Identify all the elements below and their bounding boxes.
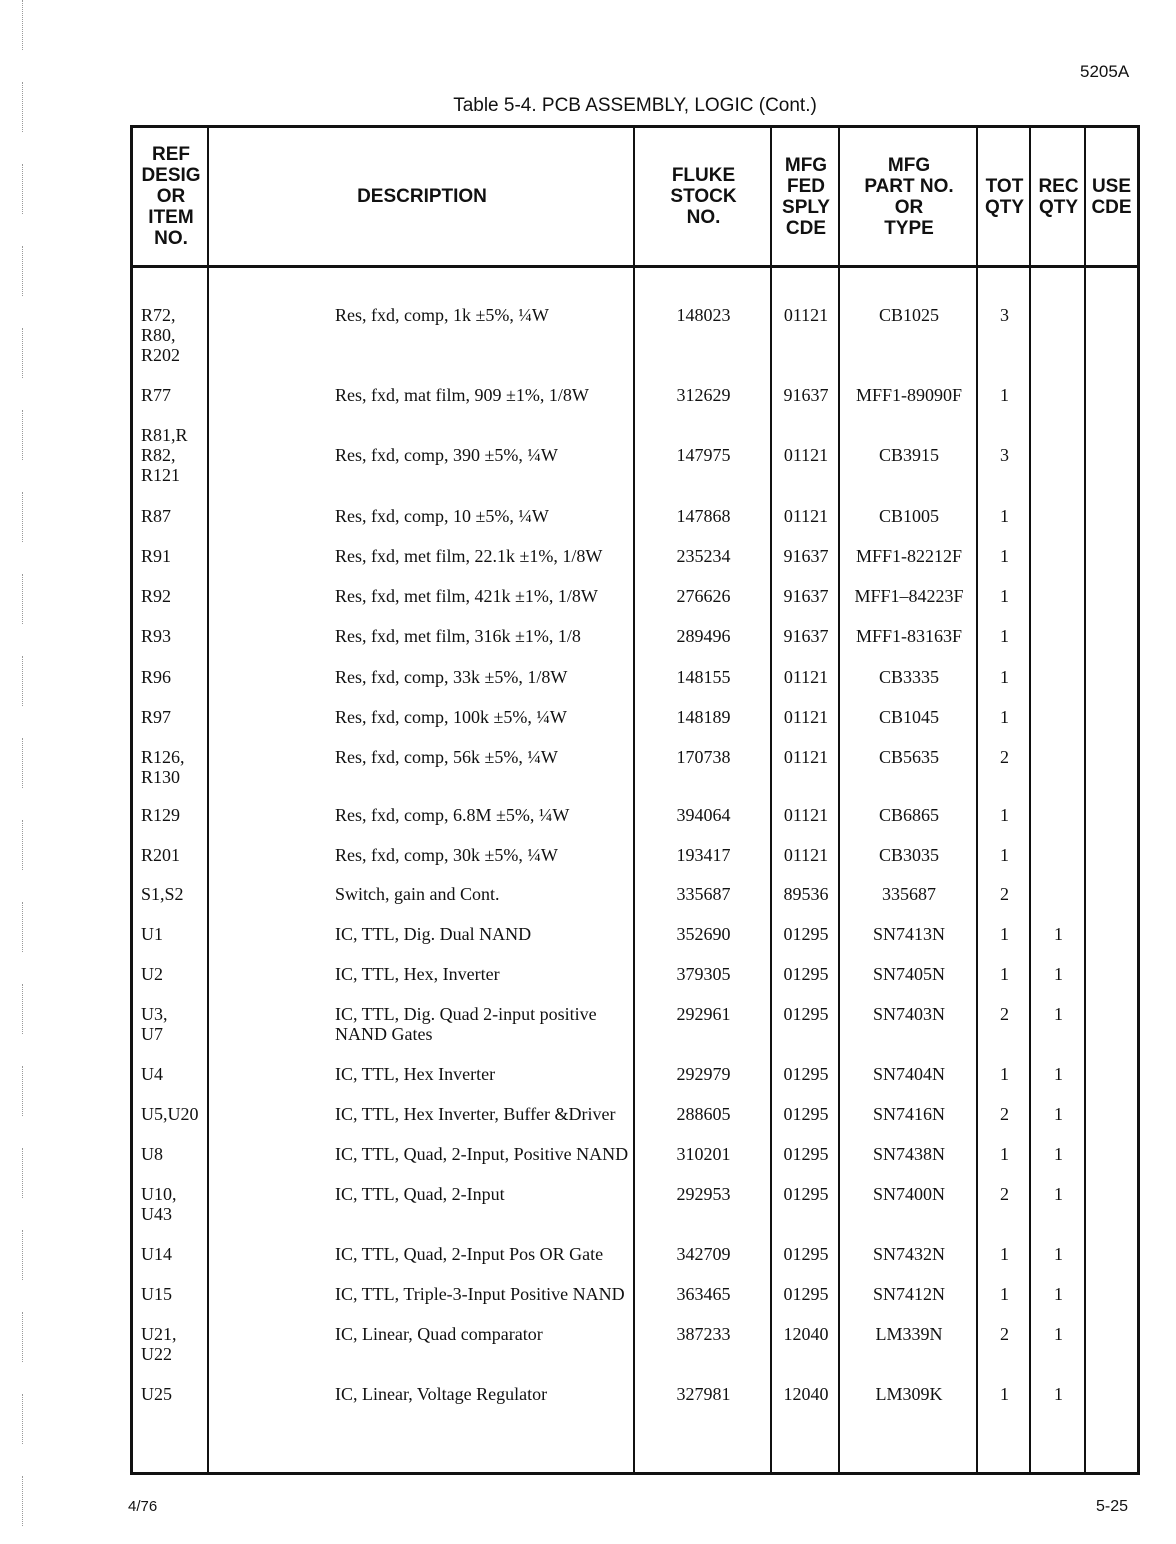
cell-part: 335687 xyxy=(882,884,936,904)
cell-ref: R93 xyxy=(141,626,172,646)
cell-ref: R91 xyxy=(141,546,172,566)
cell-ref: R201 xyxy=(141,845,181,865)
cell-stock: 312629 xyxy=(676,385,731,405)
cell-part: CB6865 xyxy=(878,805,939,825)
cell-fed: 12040 xyxy=(783,1384,829,1404)
column-header: USE CDE xyxy=(1091,175,1132,218)
cell-desc: Res, fxd, comp, 56k ±5%, ¼W xyxy=(335,747,558,767)
cell-stock: 352690 xyxy=(676,924,731,944)
cell-stock: 387233 xyxy=(676,1324,731,1344)
cell-part: SN7404N xyxy=(872,1064,945,1084)
cell-ref: U10, U43 xyxy=(141,1184,177,1224)
cell-stock: 363465 xyxy=(676,1284,731,1304)
cell-fed: 91637 xyxy=(783,626,829,646)
cell-ref: R87 xyxy=(141,506,172,526)
cell-rec: 1 xyxy=(1054,924,1063,944)
cell-ref: U8 xyxy=(141,1144,163,1164)
binder-mark xyxy=(0,246,23,296)
cell-desc: Res, fxd, met film, 421k ±1%, 1/8W xyxy=(335,586,598,606)
cell-ref: R126, R130 xyxy=(141,747,185,787)
binder-mark xyxy=(0,574,23,624)
column-header: MFG PART NO. OR TYPE xyxy=(864,154,954,239)
cell-fed: 01295 xyxy=(783,924,829,944)
cell-stock: 394064 xyxy=(676,805,731,825)
cell-fed: 12040 xyxy=(783,1324,829,1344)
cell-desc: Res, fxd, met film, 22.1k ±1%, 1/8W xyxy=(335,546,603,566)
cell-part: CB1005 xyxy=(878,506,939,526)
cell-desc: IC, TTL, Hex, Inverter xyxy=(335,964,500,984)
cell-tot: 1 xyxy=(1000,1064,1009,1084)
cell-part: LM339N xyxy=(875,1324,943,1344)
cell-desc: IC, TTL, Hex Inverter, Buffer &Driver xyxy=(335,1104,616,1124)
cell-stock: 148023 xyxy=(676,305,731,325)
cell-tot: 1 xyxy=(1000,1244,1009,1264)
cell-fed: 91637 xyxy=(783,546,829,566)
cell-tot: 3 xyxy=(1000,305,1009,325)
cell-ref: R96 xyxy=(141,667,172,687)
cell-rec: 1 xyxy=(1054,1184,1063,1204)
binder-mark xyxy=(0,1148,23,1198)
binder-mark xyxy=(0,902,23,952)
cell-desc: Res, fxd, met film, 316k ±1%, 1/8 xyxy=(335,626,581,646)
cell-ref: R81,R R82, R121 xyxy=(141,425,188,485)
cell-desc: Res, fxd, comp, 1k ±5%, ¼W xyxy=(335,305,549,325)
cell-stock: 235234 xyxy=(676,546,731,566)
cell-part: CB3915 xyxy=(878,445,939,465)
cell-stock: 148155 xyxy=(676,667,731,687)
cell-fed: 01121 xyxy=(783,845,829,865)
cell-tot: 1 xyxy=(1000,805,1009,825)
cell-tot: 1 xyxy=(1000,964,1009,984)
cell-stock: 292953 xyxy=(676,1184,731,1204)
cell-fed: 01295 xyxy=(783,1004,829,1024)
cell-fed: 91637 xyxy=(783,586,829,606)
binder-mark xyxy=(0,328,23,378)
column-divider xyxy=(1029,128,1031,1472)
cell-tot: 1 xyxy=(1000,506,1009,526)
cell-stock: 170738 xyxy=(676,747,731,767)
footer-page-number: 5-25 xyxy=(1096,1498,1129,1515)
cell-part: MFF1-82212F xyxy=(855,546,963,566)
column-header: REC QTY xyxy=(1038,175,1079,218)
binder-mark xyxy=(0,1066,23,1116)
cell-desc: Res, fxd, comp, 6.8M ±5%, ¼W xyxy=(335,805,570,825)
cell-fed: 01121 xyxy=(783,667,829,687)
column-divider xyxy=(1084,128,1086,1472)
cell-fed: 01121 xyxy=(783,707,829,727)
cell-stock: 193417 xyxy=(676,845,731,865)
cell-ref: R92 xyxy=(141,586,172,606)
column-divider xyxy=(976,128,978,1472)
cell-fed: 01295 xyxy=(783,1104,829,1124)
cell-ref: U25 xyxy=(141,1384,172,1404)
cell-tot: 1 xyxy=(1000,667,1009,687)
cell-desc: IC, Linear, Voltage Regulator xyxy=(335,1384,548,1404)
cell-desc: IC, TTL, Triple-3-Input Positive NAND xyxy=(335,1284,625,1304)
cell-ref: R97 xyxy=(141,707,172,727)
cell-stock: 292961 xyxy=(676,1004,731,1024)
cell-tot: 1 xyxy=(1000,1284,1009,1304)
cell-fed: 01121 xyxy=(783,805,829,825)
cell-desc: IC, Linear, Quad comparator xyxy=(335,1324,543,1344)
cell-fed: 01295 xyxy=(783,1144,829,1164)
cell-ref: R129 xyxy=(141,805,181,825)
parts-table xyxy=(130,125,1140,1475)
footer-date: 4/76 xyxy=(128,1498,158,1515)
cell-fed: 01295 xyxy=(783,964,829,984)
cell-rec: 1 xyxy=(1054,964,1063,984)
table-title: Table 5-4. PCB ASSEMBLY, LOGIC (Cont.) xyxy=(453,95,817,116)
cell-tot: 2 xyxy=(1000,1184,1009,1204)
cell-part: CB5635 xyxy=(878,747,939,767)
cell-tot: 1 xyxy=(1000,924,1009,944)
cell-ref: R72, R80, R202 xyxy=(141,305,181,365)
cell-stock: 147975 xyxy=(676,445,731,465)
cell-tot: 1 xyxy=(1000,707,1009,727)
cell-stock: 292979 xyxy=(676,1064,731,1084)
cell-desc: IC, TTL, Dig. Dual NAND xyxy=(335,924,532,944)
binder-mark xyxy=(0,738,23,788)
cell-desc: Res, fxd, comp, 390 ±5%, ¼W xyxy=(335,445,558,465)
cell-ref: U15 xyxy=(141,1284,172,1304)
cell-part: MFF1-83163F xyxy=(855,626,963,646)
cell-rec: 1 xyxy=(1054,1004,1063,1024)
cell-fed: 01121 xyxy=(783,506,829,526)
cell-tot: 1 xyxy=(1000,626,1009,646)
column-header: REF DESIG OR ITEM NO. xyxy=(141,144,201,249)
cell-ref: U4 xyxy=(141,1064,163,1084)
cell-tot: 1 xyxy=(1000,845,1009,865)
cell-rec: 1 xyxy=(1054,1384,1063,1404)
binder-mark xyxy=(0,410,23,460)
cell-rec: 1 xyxy=(1054,1244,1063,1264)
cell-ref: R77 xyxy=(141,385,172,405)
binder-mark xyxy=(0,492,23,542)
cell-ref: U2 xyxy=(141,964,163,984)
cell-tot: 3 xyxy=(1000,445,1009,465)
column-header: DESCRIPTION xyxy=(357,186,487,207)
cell-tot: 2 xyxy=(1000,747,1009,767)
binder-mark xyxy=(0,164,23,214)
cell-stock: 288605 xyxy=(676,1104,731,1124)
cell-part: SN7412N xyxy=(872,1284,945,1304)
cell-fed: 01121 xyxy=(783,305,829,325)
cell-part: SN7403N xyxy=(872,1004,945,1024)
cell-part: SN7413N xyxy=(872,924,945,944)
column-header: MFG FED SPLY CDE xyxy=(782,154,830,239)
cell-stock: 342709 xyxy=(676,1244,731,1264)
column-divider xyxy=(838,128,840,1472)
cell-desc: Res, fxd, comp, 33k ±5%, 1/8W xyxy=(335,667,568,687)
cell-rec: 1 xyxy=(1054,1284,1063,1304)
cell-desc: IC, TTL, Quad, 2-Input Pos OR Gate xyxy=(335,1244,604,1264)
cell-stock: 335687 xyxy=(676,884,731,904)
cell-tot: 2 xyxy=(1000,1324,1009,1344)
cell-part: SN7438N xyxy=(872,1144,945,1164)
binder-mark xyxy=(0,1312,23,1362)
cell-ref: U21, U22 xyxy=(141,1324,177,1364)
cell-desc: Res, fxd, comp, 10 ±5%, ¼W xyxy=(335,506,549,526)
cell-ref: U3, U7 xyxy=(141,1004,168,1044)
cell-desc: IC, TTL, Quad, 2-Input xyxy=(335,1184,505,1204)
cell-stock: 148189 xyxy=(676,707,731,727)
cell-fed: 89536 xyxy=(783,884,829,904)
cell-desc: Res, fxd, mat film, 909 ±1%, 1/8W xyxy=(335,385,589,405)
binder-mark xyxy=(0,820,23,870)
cell-desc: IC, TTL, Dig. Quad 2-input positive NAND Gates xyxy=(335,1004,597,1044)
cell-part: CB1025 xyxy=(878,305,939,325)
binder-mark xyxy=(0,0,23,50)
header-divider xyxy=(133,265,1137,268)
column-divider xyxy=(633,128,635,1472)
cell-tot: 1 xyxy=(1000,546,1009,566)
binder-mark xyxy=(0,656,23,706)
cell-tot: 1 xyxy=(1000,1144,1009,1164)
cell-tot: 2 xyxy=(1000,1104,1009,1124)
cell-tot: 1 xyxy=(1000,1384,1009,1404)
cell-desc: Res, fxd, comp, 30k ±5%, ¼W xyxy=(335,845,558,865)
cell-part: MFF1-89090F xyxy=(855,385,963,405)
cell-desc: IC, TTL, Quad, 2-Input, Positive NAND xyxy=(335,1144,629,1164)
cell-ref: S1,S2 xyxy=(141,884,184,904)
cell-rec: 1 xyxy=(1054,1324,1063,1344)
cell-stock: 310201 xyxy=(676,1144,731,1164)
cell-rec: 1 xyxy=(1054,1144,1063,1164)
cell-ref: U14 xyxy=(141,1244,172,1264)
cell-part: CB3335 xyxy=(878,667,939,687)
cell-fed: 01121 xyxy=(783,747,829,767)
cell-stock: 379305 xyxy=(676,964,731,984)
cell-tot: 2 xyxy=(1000,1004,1009,1024)
cell-fed: 01295 xyxy=(783,1244,829,1264)
cell-stock: 276626 xyxy=(676,586,731,606)
column-header: TOT QTY xyxy=(984,175,1025,218)
cell-part: SN7405N xyxy=(872,964,945,984)
cell-desc: Res, fxd, comp, 100k ±5%, ¼W xyxy=(335,707,567,727)
binder-mark xyxy=(0,1394,23,1444)
cell-part: LM309K xyxy=(875,1384,943,1404)
cell-fed: 01295 xyxy=(783,1064,829,1084)
cell-fed: 01295 xyxy=(783,1184,829,1204)
cell-fed: 01295 xyxy=(783,1284,829,1304)
cell-part: CB3035 xyxy=(878,845,939,865)
cell-stock: 327981 xyxy=(676,1384,731,1404)
column-divider xyxy=(207,128,209,1472)
cell-ref: U1 xyxy=(141,924,163,944)
cell-part: SN7416N xyxy=(872,1104,945,1124)
cell-ref: U5,U20 xyxy=(141,1104,199,1124)
cell-tot: 2 xyxy=(1000,884,1009,904)
column-divider xyxy=(770,128,772,1472)
cell-fed: 91637 xyxy=(783,385,829,405)
cell-part: SN7400N xyxy=(872,1184,945,1204)
cell-part: MFF1–84223F xyxy=(854,586,964,606)
cell-stock: 147868 xyxy=(676,506,731,526)
document-number: 5205A xyxy=(1080,62,1130,81)
cell-part: SN7432N xyxy=(872,1244,945,1264)
binder-mark xyxy=(0,1230,23,1280)
binder-mark xyxy=(0,984,23,1034)
cell-part: CB1045 xyxy=(878,707,939,727)
cell-desc: Switch, gain and Cont. xyxy=(335,884,500,904)
cell-desc: IC, TTL, Hex Inverter xyxy=(335,1064,496,1084)
cell-rec: 1 xyxy=(1054,1064,1063,1084)
cell-stock: 289496 xyxy=(676,626,731,646)
binder-mark xyxy=(0,1476,23,1526)
cell-rec: 1 xyxy=(1054,1104,1063,1124)
column-header: FLUKE STOCK NO. xyxy=(670,165,737,228)
cell-tot: 1 xyxy=(1000,586,1009,606)
cell-fed: 01121 xyxy=(783,445,829,465)
cell-tot: 1 xyxy=(1000,385,1009,405)
